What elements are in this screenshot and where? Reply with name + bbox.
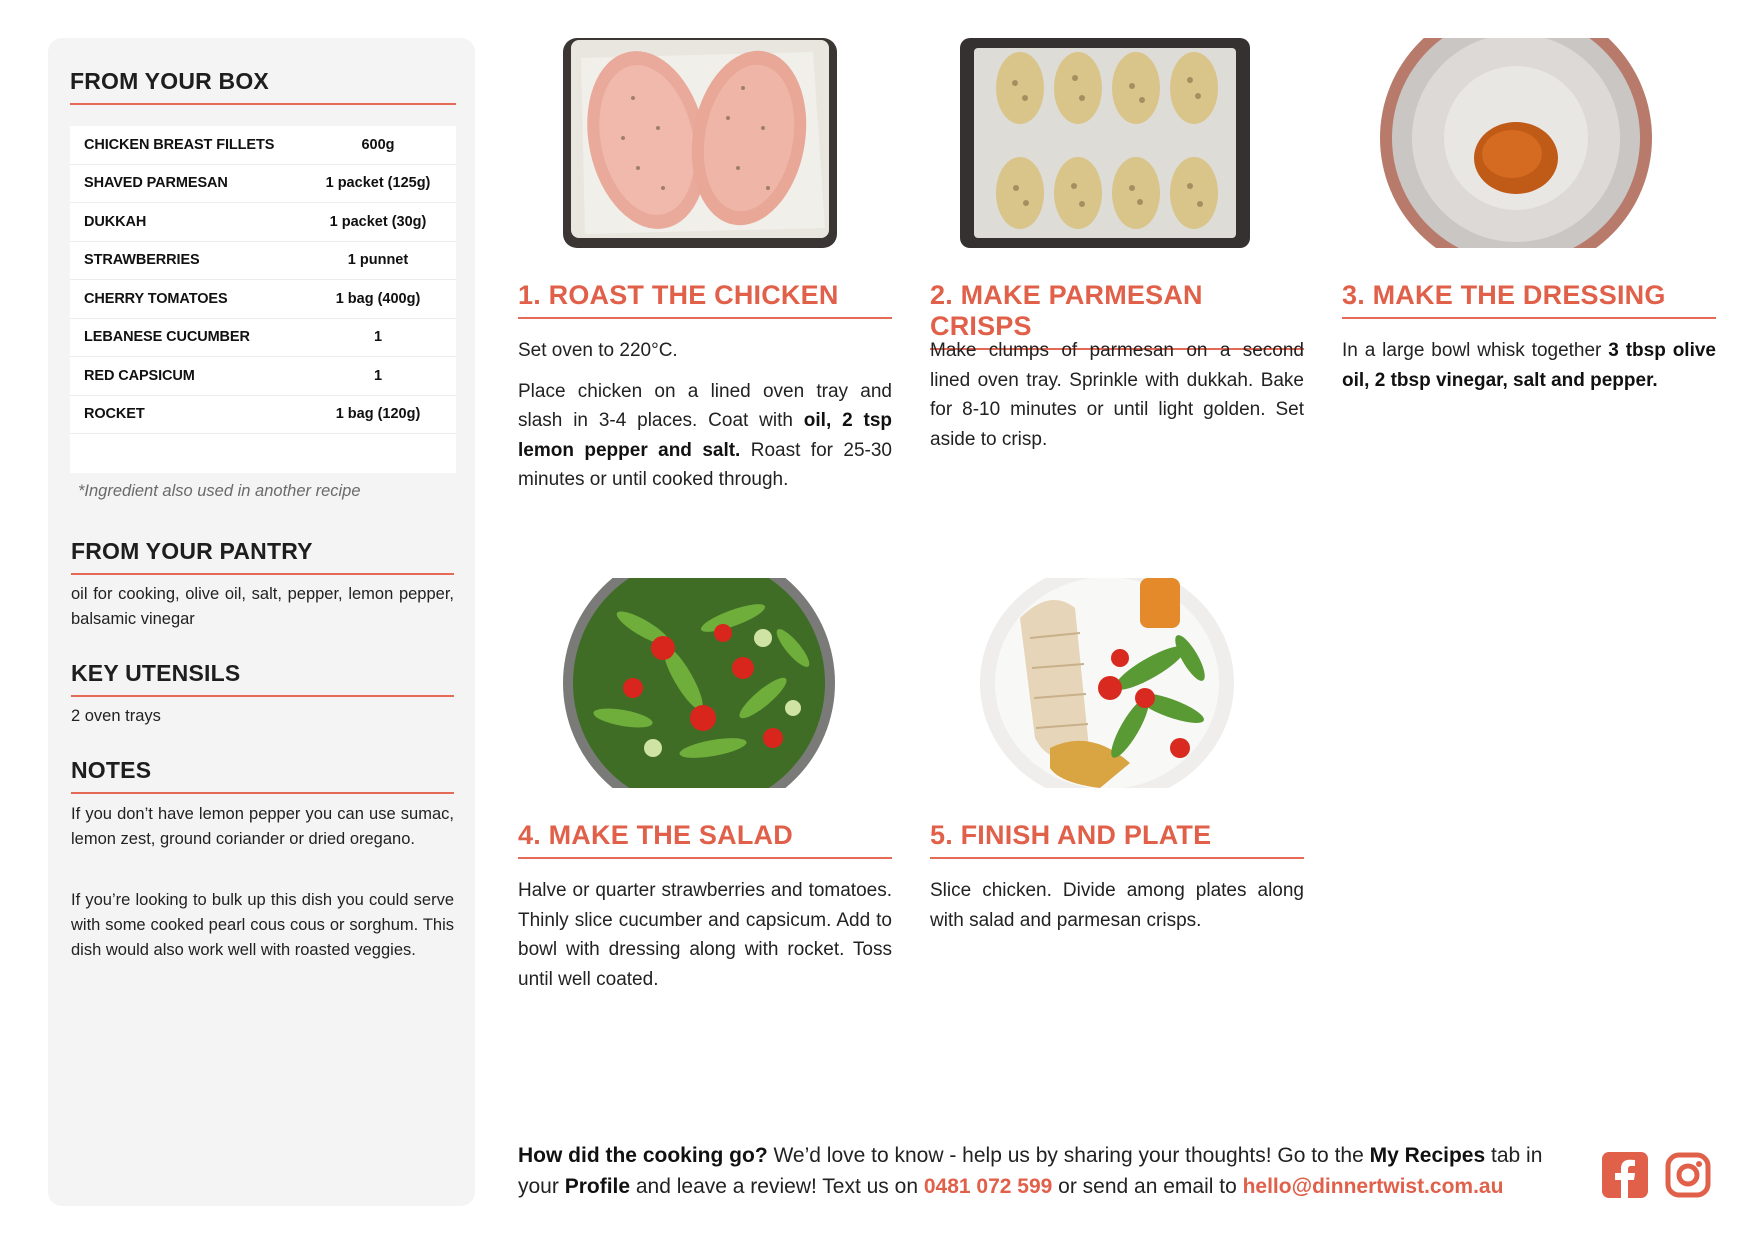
ingredients-table <box>70 126 456 473</box>
step-3-body <box>1342 336 1716 406</box>
ingredient-qty: 1 packet (30g) <box>329 213 427 230</box>
profile-label: Profile <box>564 1175 631 1198</box>
plated-dish-illustration <box>980 578 1234 788</box>
step-3-title: 3. MAKE THE DRESSING <box>1342 280 1716 319</box>
feedback-footer <box>518 1140 1588 1202</box>
step-2-title: 2. MAKE PARMESAN CRISPS <box>930 280 1304 350</box>
ingredient-qty: 1 packet (125g) <box>325 175 431 192</box>
footer-text: and leave a review! Text us on <box>630 1175 924 1198</box>
table-row <box>70 280 456 319</box>
facebook-icon[interactable] <box>1602 1152 1648 1198</box>
table-row <box>70 165 456 204</box>
ingredient-name: STRAWBERRIES <box>84 252 200 269</box>
step-1-text-part: Place chicken on a lined oven tray and slash in 3-4 places. Coat with <box>518 380 892 431</box>
ingredient-name: DUKKAH <box>84 213 147 230</box>
ingredient-name: RED CAPSICUM <box>84 367 195 384</box>
ingredient-note: *Ingredient also used in another recipe <box>78 482 361 500</box>
step-2-image <box>960 38 1250 248</box>
table-row <box>70 357 456 396</box>
table-row <box>70 126 456 165</box>
email-link[interactable]: hello@dinnertwist.com.au <box>1242 1175 1504 1198</box>
chicken-tray-illustration <box>563 38 837 248</box>
table-row <box>70 203 456 242</box>
table-row <box>70 319 456 358</box>
step-1-image <box>563 38 837 248</box>
table-row <box>70 396 456 435</box>
ingredient-qty: 1 punnet <box>347 252 409 269</box>
ingredient-name: LEBANESE CUCUMBER <box>84 329 250 346</box>
note-1: If you don’t have lemon pepper you can use sumac, lemon zest, ground coriander or dried oregano. <box>71 805 454 848</box>
step-5-image <box>980 578 1234 788</box>
step-1-title: 1. ROAST THE CHICKEN <box>518 280 892 319</box>
step-1-body <box>518 336 892 506</box>
ingredient-name: ROCKET <box>84 406 145 423</box>
footer-text: tab in your <box>518 1144 1543 1198</box>
step-1-text: Set oven to 220°C. <box>518 340 678 361</box>
step-1-text-bold: oil, 2 tsp lemon pepper and salt. <box>518 410 892 461</box>
salad-bowl-illustration <box>563 578 835 788</box>
ingredient-qty: 1 bag (120g) <box>335 406 421 423</box>
pantry-text: oil for cooking, olive oil, salt, pepper, lemon pepper, balsamic vinegar <box>71 585 454 628</box>
step-1-text-2 <box>518 377 892 495</box>
utensils-text: 2 oven trays <box>71 707 161 725</box>
ingredients-sidebar <box>48 38 475 1206</box>
pantry-title: FROM YOUR PANTRY <box>71 538 454 575</box>
step-4-image <box>563 578 835 788</box>
step-1-text-part: Roast for 25-30 minutes or until cooked through. <box>518 439 892 490</box>
ingredient-qty: 1 <box>373 367 383 384</box>
ingredient-qty: 600g <box>361 136 395 153</box>
ingredient-qty: 1 <box>373 329 383 346</box>
dressing-bowl-illustration <box>1380 38 1652 248</box>
step-3-text-part: In a large bowl whisk together <box>1342 340 1609 361</box>
from-your-box-title: FROM YOUR BOX <box>70 68 456 105</box>
note-2: If you’re looking to bulk up this dish you could serve with some cooked pearl cous cous or sorghum. This dish would also work well with roasted veggies. <box>71 891 454 959</box>
ingredient-name: CHICKEN BREAST FILLETS <box>84 136 275 153</box>
step-5-text: Slice chicken. Divide among plates along with salad and parmesan crisps. <box>930 880 1304 931</box>
step-5-title: 5. FINISH AND PLATE <box>930 820 1304 859</box>
footer-text: We’d love to know - help us by sharing your thoughts! Go to the <box>767 1144 1370 1167</box>
step-2-body <box>930 336 1304 465</box>
parmesan-tray-illustration <box>960 38 1250 248</box>
step-2-text: Make clumps of parmesan on a second lined oven tray. Sprinkle with dukkah. Bake for 8-10 minutes or until light golden. Set aside to crisp. <box>930 340 1304 450</box>
step-4-title: 4. MAKE THE SALAD <box>518 820 892 859</box>
instagram-icon[interactable] <box>1665 1152 1711 1198</box>
utensils-title: KEY UTENSILS <box>71 660 454 697</box>
my-recipes-label: My Recipes <box>1369 1144 1486 1167</box>
step-4-body <box>518 876 892 1005</box>
phone-link[interactable]: 0481 072 599 <box>923 1175 1053 1198</box>
step-5-body <box>930 876 1304 946</box>
ingredient-name: CHERRY TOMATOES <box>84 290 228 307</box>
step-3-text <box>1342 336 1716 395</box>
step-3-text-bold: 3 tbsp olive oil, 2 tbsp vinegar, salt and pepper. <box>1342 340 1717 391</box>
table-row <box>70 242 456 281</box>
step-4-text: Halve or quarter strawberries and tomatoes. Thinly slice cucumber and capsicum. Add to bowl with dressing along with rocket. Toss until well coated. <box>518 880 892 990</box>
step-3-image <box>1380 38 1652 248</box>
ingredient-qty: 1 bag (400g) <box>335 290 421 307</box>
footer-text: or send an email to <box>1052 1175 1243 1198</box>
footer-question: How did the cooking go? <box>518 1144 768 1167</box>
notes-title: NOTES <box>71 757 454 794</box>
ingredient-name: SHAVED PARMESAN <box>84 175 228 192</box>
